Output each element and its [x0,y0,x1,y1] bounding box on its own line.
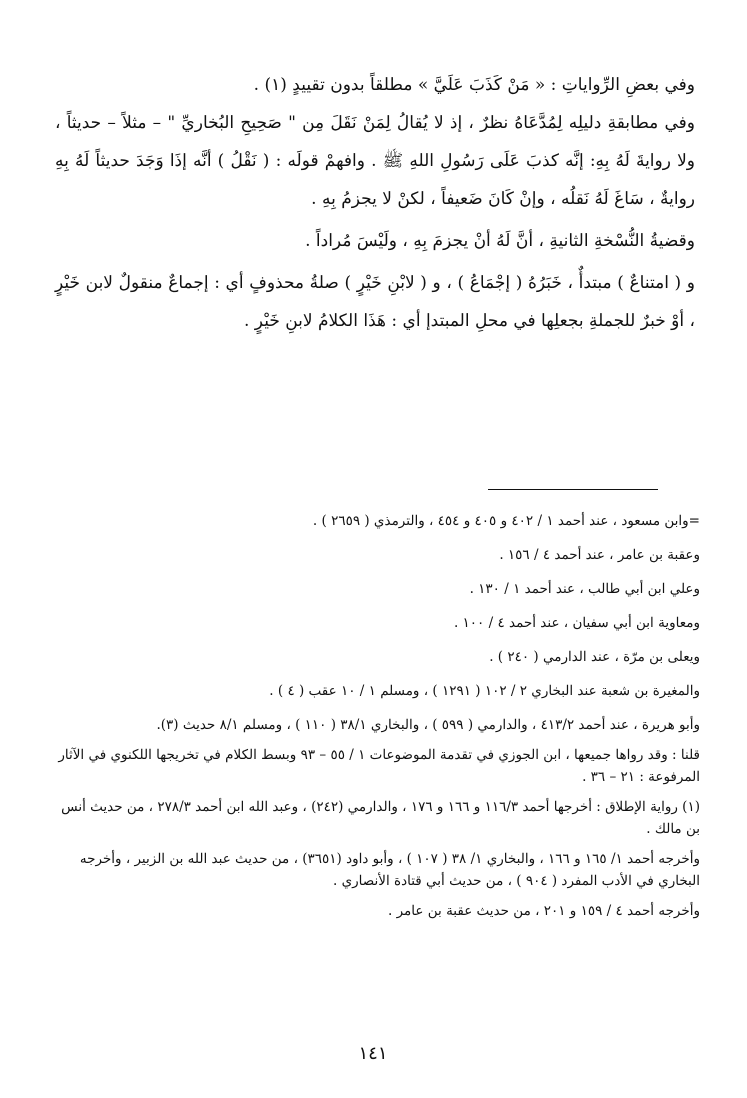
footnote-divider [488,489,658,490]
main-paragraph-2: وفي مطابقةِ دليلِه لِمُدَّعَاهُ نظرٌ ، إذ لا يُقالُ لِمَنْ نَقَلَ مِن " صَحِيحِ البُخاريِّ " – مثلاً – حديثاً ، ولا روايةَ لَهُ بِهِ: إنَّه كذبَ عَلَى رَسُولِ اللهِ ﷺ . وافهمْ قولَه : ( نَقْلُ ) أنَّه إذَا وَجَدَ حديثاً لَهُ بِهِ روايةٌ ، سَاغَ لَهُ نَقلُه ، وإنْ كَانَ ضَعيفاً ، لكنْ لا يجزمُ بِهِ . [55,113,695,209]
footnote-line: وأبو هريرة ، عند أحمد ٤١٣/٢ ، والدارمي ( ٥٩٩ ) ، والبخاري ٣٨/١ ( ١١٠ ) ، ومسلم ٨/١ حديث (٣). [156,717,700,733]
footnote-line: والمغيرة بن شعبة عند البخاري ٢ / ١٠٢ ( ١٢٩١ ) ، ومسلم ١ / ١٠ عقب ( ٤ ) . [269,683,700,699]
footnotes-block [48,510,700,930]
footnote-line: ويعلى بن مرّة ، عند الدارمي ( ٢٤٠ ) . [489,649,700,665]
footnote-line: =وابن مسعود ، عند أحمد ١ / ٤٠٢ و ٤٠٥ و ٤٥٤ ، والترمذي ( ٢٦٥٩ ) . [312,513,700,529]
footnote-line: وعلي ابن أبي طالب ، عند أحمد ١ / ١٣٠ . [469,581,700,597]
main-paragraph-4: و ( امتناعٌ ) مبتدأٌ ، خَبَرُهُ ( إجْمَاعُ ) ، و ( لابْنِ خَيْرٍ ) صلةُ محذوفٍ أي : إجماعٌ منقولٌ لابن خَيْرٍ ، أوْ خبرٌ للجملةِ بجعلِها في محلِ المبتدإ أي : هَذَا الكلامُ لابنِ خَيْرٍ . [55,273,695,331]
footnote-line: وأخرجه أحمد ٤ / ١٥٩ و ٢٠١ ، من حديث عقبة بن عامر . [388,903,700,919]
main-paragraph-3: وقضيةُ النُّسْخةِ الثانيةِ ، أنَّ لَهُ أنْ يجزمَ بِهِ ، ولَيْسَ مُراداً . [305,231,695,251]
footnote-line: ومعاوية ابن أبي سفيان ، عند أحمد ٤ / ١٠٠ . [453,615,700,631]
main-text-block [55,66,695,340]
footnote-line: قلنا : وقد رواها جميعها ، ابن الجوزي في تقدمة الموضوعات ١ / ٥٥ – ٩٣ وبسط الكلام في تخريجها اللكنوي في الآثار المرفوعة : ٢١ – ٣٦ . [58,747,700,785]
page-number: ١٤١ [358,1043,388,1064]
main-paragraph-1: وفي بعضِ الرِّواياتِ : « مَنْ كَذَبَ عَلَيَّ » مطلقاً بدون تقييدٍ (١) . [253,75,695,95]
footnote-line: وأخرجه أحمد ١/ ١٦٥ و ١٦٦ ، والبخاري ١/ ٣٨ ( ١٠٧ ) ، وأبو داود (٣٦٥١) ، من حديث عبد الله بن الزبير ، وأخرجه البخاري في الأدب المفرد ( ٩٠٤ ) ، من حديث أبي قتادة الأنصاري . [79,851,700,889]
footnote-1: (١) رواية الإطلاق : أخرجها أحمد ١١٦/٣ و ١٦٦ و ١٧٦ ، والدارمي (٢٤٢) ، وعبد الله ابن أحمد ٢٧٨/٣ ، من حديث أنس بن مالك . [61,799,700,837]
footnote-line: وعقبة بن عامر ، عند أحمد ٤ / ١٥٦ . [499,547,700,563]
